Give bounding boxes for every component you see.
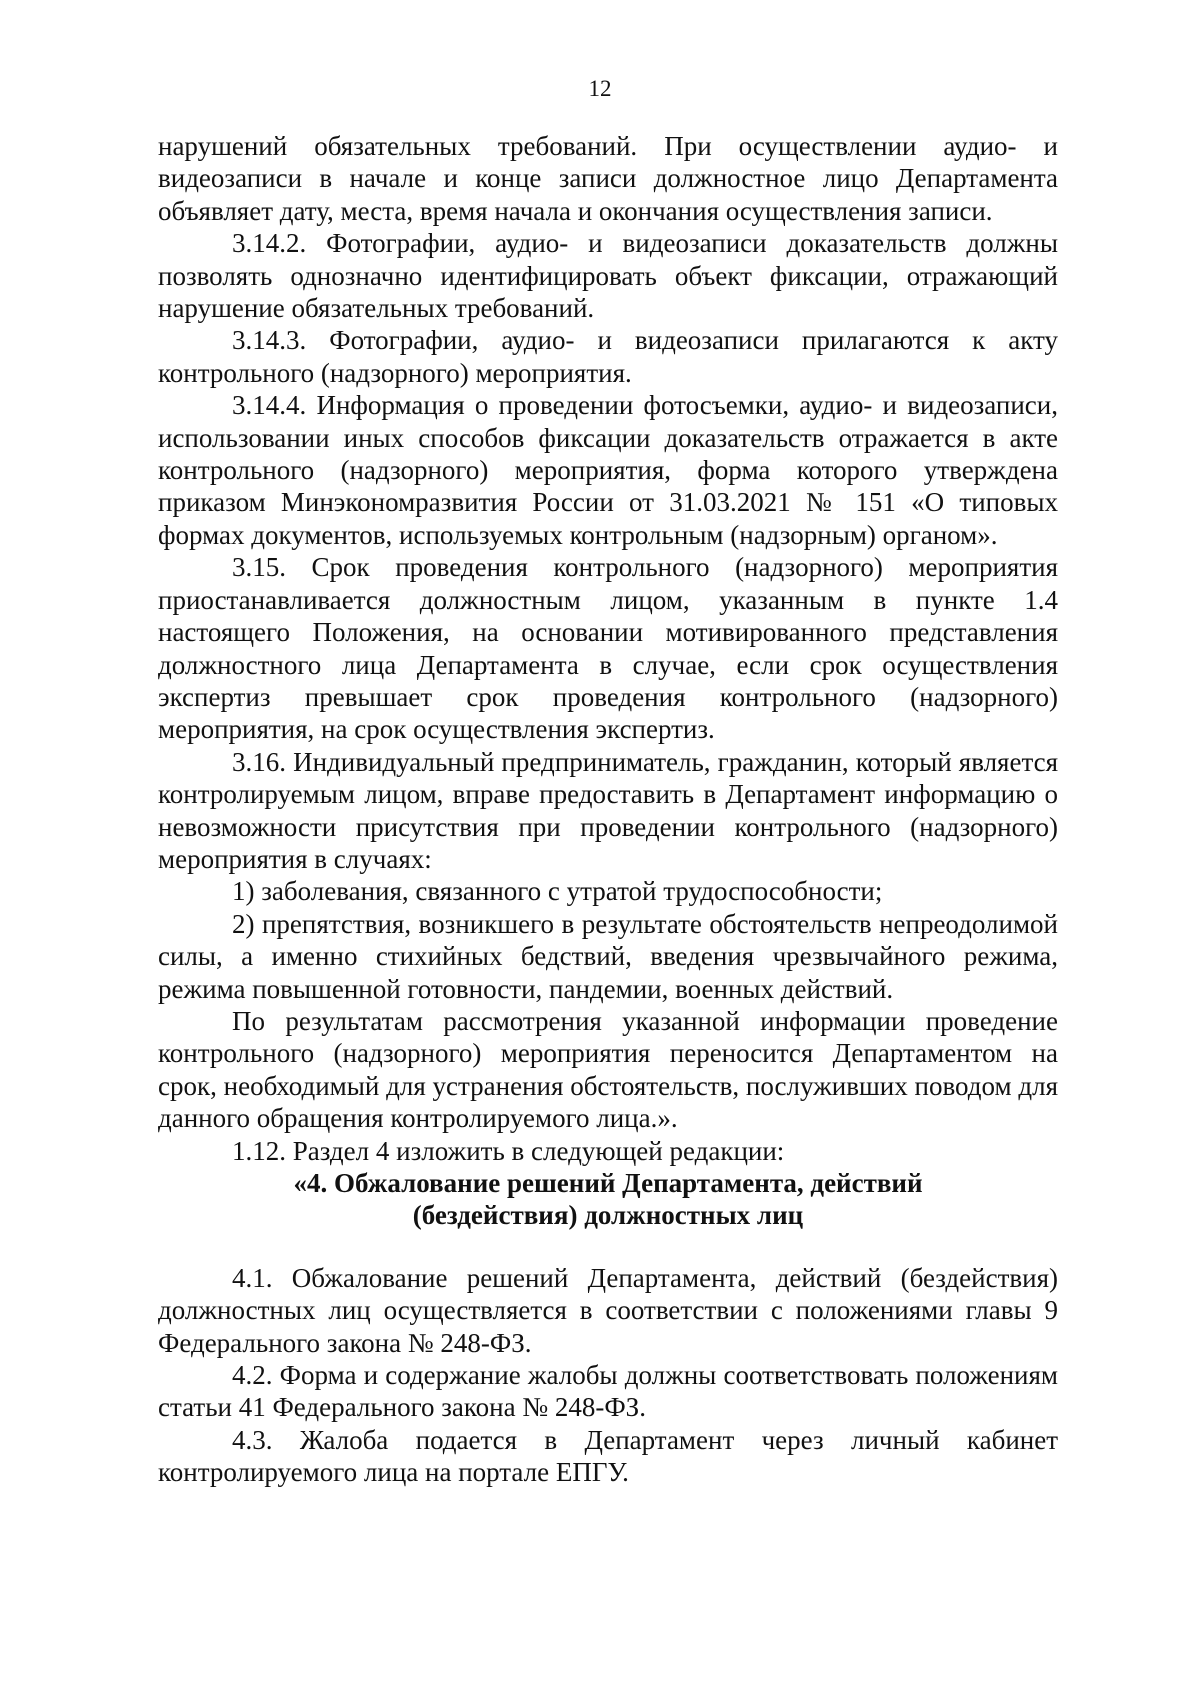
paragraph-recording-announcement: нарушений обязательных требований. При осуществлении аудио- и видеозаписи в начале и конце записи должностное лицо Департамента объявляет дату, места, время начала и окончания осуществления записи.: [158, 131, 1058, 226]
paragraph-4-1: 4.1. Обжалование решений Департамента, действий (бездействия) должностных лиц осуществляется в соответствии с положениями главы 9 Федерального закона № 248-ФЗ.: [158, 1262, 1058, 1358]
paragraph-3-14-3: 3.14.3. Фотографии, аудио- и видеозаписи прилагаются к акту контрольного (надзорного) мероприятия.: [158, 325, 1058, 388]
heading-spacer: [158, 1232, 1058, 1262]
paragraph-3-14-4: 3.14.4. Информация о проведении фотосъемки, аудио- и видеозаписи, использовании иных способов фиксации доказательств отражается в акте контрольного (надзорного) мероприятия, форма которого утверждена приказом Минэкономразвития России от 31.03.2021 № 151 «О типовых формах документов, используемых контрольным (надзорным) органом».: [158, 390, 1058, 550]
section-heading-line2: (бездействия) должностных лиц: [412, 1200, 804, 1231]
paragraph-3-15: 3.15. Срок проведения контрольного (надзорного) мероприятия приостанавливается должностным лицом, указанным в пункте 1.4 настоящего Положения, на основании мотивированного представления должностного лица Департамента в случае, если срок осуществления экспертиз превышает срок проведения контрольного (надзорного) мероприятия, на срок осуществления экспертиз.: [158, 552, 1058, 745]
paragraph-1-12: 1.12. Раздел 4 изложить в следующей редакции:: [232, 1135, 785, 1166]
paragraph-4-2: 4.2. Форма и содержание жалобы должны соответствовать положениям статьи 41 Федерального закона № 248-ФЗ.: [158, 1360, 1058, 1423]
page-number: 12: [588, 76, 612, 101]
paragraph-4-3: 4.3. Жалоба подается в Департамент через личный кабинет контролируемого лица на портале ЕПГУ.: [158, 1424, 1058, 1488]
section-heading-line1: «4. Обжалование решений Департамента, действий: [293, 1168, 923, 1198]
paragraph-3-14-2: 3.14.2. Фотографии, аудио- и видеозаписи доказательств должны позволять однозначно идентифицировать объект фиксации, отражающий нарушение обязательных требований.: [158, 228, 1058, 324]
paragraph-postponement: По результатам рассмотрения указанной информации проведение контрольного (надзорного) мероприятия переносится Департаментом на срок, необходимый для устранения обстоятельств, послуживших поводом для данного обращения контролируемого лица.».: [158, 1005, 1058, 1134]
list-item-2: 2) препятствия, возникшего в результате обстоятельств непреодолимой силы, а именно стихийных бедствий, введения чрезвычайного режима, режима повышенной готовности, пандемии, военных действий.: [158, 908, 1058, 1004]
document-body: [158, 130, 1058, 1489]
paragraph-3-16: 3.16. Индивидуальный предприниматель, гражданин, который является контролируемым лицом, вправе предоставить в Департамент информацию о невозможности присутствия при проведении контрольного (надзорного) мероприятия в случаях:: [158, 746, 1058, 874]
list-item-1: 1) заболевания, связанного с утратой трудоспособности;: [232, 876, 883, 907]
